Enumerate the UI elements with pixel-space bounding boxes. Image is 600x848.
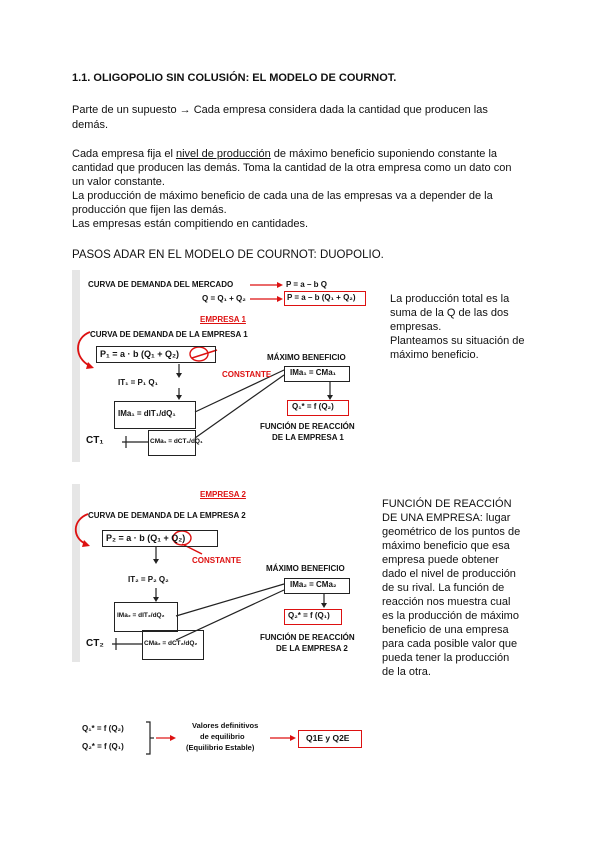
note-line: La producción total es la	[390, 293, 510, 305]
nivel-produccion-link[interactable]: nivel de producción	[175, 148, 271, 160]
note-line: para cada posible valor que	[382, 638, 518, 650]
side-note-2	[382, 497, 520, 679]
figure-equilibrium	[82, 716, 382, 760]
market-demand-eq-2: P = a – b (Q₁ + Q₂)	[287, 293, 356, 302]
note-line: pueda tener la producción	[382, 652, 510, 664]
intro-line-1: Parte de un supuesto → Cada empresa considera dada la cantidad que producen las	[72, 104, 488, 116]
firm-demand-label: CURVA DE DEMANDA DE LA EMPRESA 2	[88, 511, 246, 520]
arrow-head	[170, 735, 176, 741]
max-profit-label: MÁXIMO BENEFICIO	[267, 353, 346, 362]
intro-line-2: demás.	[72, 119, 109, 131]
paragraph-2-line-3: un valor constante.	[72, 176, 165, 188]
note-line: de la otra.	[382, 666, 431, 678]
marginal-income-eq: IMa₂ = dIT₂/dQ₂	[117, 612, 165, 619]
constant-label: CONSTANTE	[192, 556, 242, 565]
note-line: empresa puede obtener	[382, 554, 499, 566]
note-line: es la producción de máximo	[382, 610, 519, 622]
arrow-head	[153, 559, 159, 564]
paragraph-text: Cada empresa fija el	[72, 148, 176, 160]
note-line: suma de la Q de las dos	[390, 307, 509, 319]
reaction-label: FUNCIÓN DE REACCIÓN	[260, 633, 355, 642]
total-cost-label: CT₁	[86, 435, 104, 446]
equilibrium-label: de equilibrio	[200, 732, 245, 741]
constant-label: CONSTANTE	[222, 370, 272, 379]
side-note-1	[390, 292, 525, 362]
note-line: de su rival. La función de	[382, 582, 505, 594]
paragraph-2-line-1	[72, 147, 497, 161]
note-line: beneficio de una empresa	[382, 624, 509, 636]
total-quantity-eq: Q = Q₁ + Q₂	[202, 294, 246, 303]
equilibrium-label: (Equilibrio Estable)	[186, 743, 255, 752]
total-income-eq: IT₁ = P₁ Q₁	[118, 378, 158, 387]
note-line: máximo beneficio.	[390, 349, 479, 361]
paragraph-4: Las empresas están compitiendo en cantidades.	[72, 218, 309, 230]
firm-label: EMPRESA 2	[200, 490, 246, 499]
equilibrium-label: Valores definitivos	[192, 721, 259, 730]
reaction-eq: Q₁* = f (Q₂)	[292, 402, 334, 411]
connector-line	[176, 584, 284, 616]
firm-demand-eq: P₂ = a · b (Q₁ + Q₂)	[106, 533, 186, 543]
note-line: reacción nos muestra cual	[382, 596, 511, 608]
arrow-head	[321, 603, 327, 608]
market-demand-eq: P = a – b Q	[286, 280, 327, 289]
arrow-head	[176, 395, 182, 400]
note-line: máximo beneficio que esa	[382, 540, 510, 552]
arrow-head	[277, 296, 283, 302]
max-profit-label: MÁXIMO BENEFICIO	[266, 564, 345, 573]
figure-empresa-1	[72, 270, 377, 462]
firm-demand-eq: P₁ = a · b (Q₁ + Q₂)	[100, 349, 179, 359]
curved-arrow	[78, 332, 90, 366]
curved-arrow	[76, 514, 88, 544]
max-profit-eq: IMa₂ = CMa₂	[290, 580, 337, 589]
bracket	[146, 722, 150, 754]
note-line: geométrico de los puntos de	[382, 526, 521, 538]
arrow-head	[82, 540, 90, 547]
marginal-cost-eq: CMa₂ = dCT₂/dQ₂	[144, 640, 198, 647]
note-line: DE UNA EMPRESA: lugar	[382, 512, 511, 524]
paragraph-text: de máximo beneficio suponiendo constante la	[270, 148, 498, 160]
arrow-head	[290, 735, 296, 741]
arrow-head	[277, 282, 283, 288]
marginal-income-eq: IMa₁ = dIT₁/dQ₁	[118, 409, 176, 418]
reaction-label: DE LA EMPRESA 2	[276, 644, 348, 653]
figure-empresa-2	[72, 484, 377, 662]
max-profit-eq: IMa₁ = CMa₁	[290, 368, 336, 377]
market-demand-label: CURVA DE DEMANDA DEL MERCADO	[88, 280, 234, 289]
total-income-eq: IT₂ = P₂ Q₂	[128, 575, 169, 584]
paragraph-3-line-2: producción que fijen las demás.	[72, 204, 227, 216]
section-title: PASOS ADAR EN EL MODELO DE COURNOT: DUOPOLIO.	[72, 249, 384, 261]
reaction-eq: Q₂* = f (Q₁)	[288, 611, 330, 620]
arrow-head	[86, 362, 94, 369]
paragraph-2-line-2: cantidad que producen las demás. Toma la cantidad de la otra empresa como un dato con	[72, 162, 512, 174]
firm-demand-label: CURVA DE DEMANDA DE LA EMPRESA 1	[90, 330, 248, 339]
note-line: empresas.	[390, 321, 442, 333]
reaction-eq-2: Q₂* = f (Q₁)	[82, 742, 124, 751]
reaction-eq-1: Q₁* = f (Q₂)	[82, 724, 124, 733]
firm-label: EMPRESA 1	[200, 315, 246, 324]
equilibrium-result: Q1E y Q2E	[306, 733, 350, 743]
marginal-cost-eq: CMa₁ = dCT₁/dQ₁	[150, 438, 203, 445]
total-cost-label: CT₂	[86, 638, 104, 649]
note-line: dado el nivel de producción	[382, 568, 516, 580]
paragraph-3-line-1: La producción de máximo beneficio de cada una de las empresas va a depender de la	[72, 190, 493, 202]
reaction-label: DE LA EMPRESA 1	[272, 433, 344, 442]
reaction-label: FUNCIÓN DE REACCIÓN	[260, 422, 355, 431]
note-line: FUNCIÓN DE REACCIÓN	[382, 498, 512, 510]
heading: 1.1. OLIGOPOLIO SIN COLUSIÓN: EL MODELO DE COURNOT.	[72, 72, 397, 84]
note-line: Planteamos su situación de	[390, 335, 525, 347]
arrow-head	[176, 373, 182, 378]
